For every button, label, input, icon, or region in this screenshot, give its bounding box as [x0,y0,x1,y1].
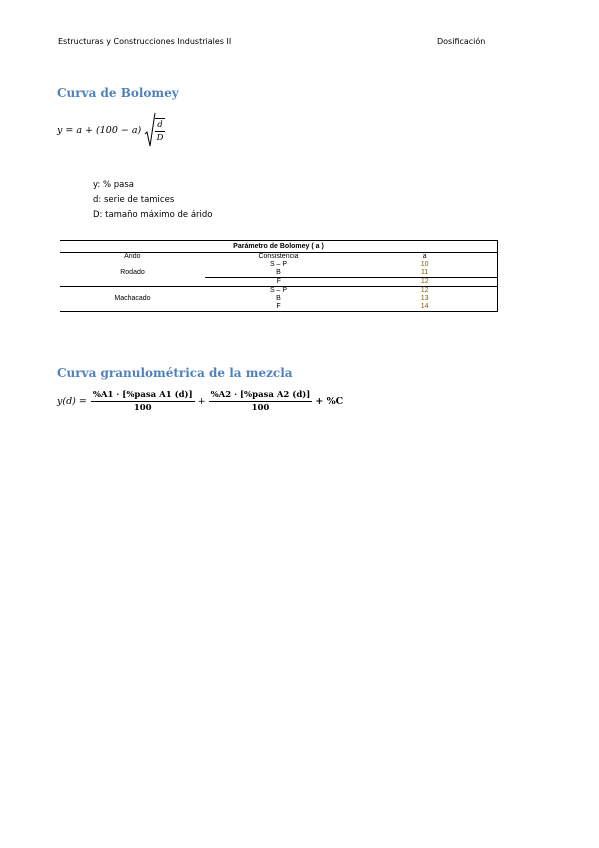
definition-item: D: tamaño máximo de árido [93,210,213,220]
term2-numerator: %A2 · [%pasa A2 (d)] [210,390,311,400]
table-title: Parámetro de Bolomey ( a ) [60,240,498,252]
mezcla-formula [57,390,343,413]
arido-rodado: Rodado [120,269,145,276]
header-right: Dosificación [437,37,486,46]
section-title-mezcla: Curva granulométrica de la mezcla [57,366,293,380]
definition-item: d: serie de tamices [93,195,175,205]
table-row [60,287,497,295]
header-arido: Arido [124,253,141,260]
cell-consistencia: F [276,303,281,310]
cell-a: 13 [420,295,429,302]
cell-a: 14 [420,303,429,310]
section-title-bolomey: Curva de Bolomey [57,86,179,100]
bolomey-formula-lhs: y = a + (100 − a) [57,124,142,136]
term2-fraction [209,390,313,413]
cell-consistencia: B [276,269,281,276]
definition-item: y: % pasa [93,180,134,190]
cell-a: 11 [421,269,429,276]
cell-consistencia: S – P [269,287,288,294]
cell-a: 10 [420,261,429,268]
term1-numerator: %A1 · [%pasa A1 (d)] [92,390,193,400]
mezcla-formula-lhs: y(d) = [57,396,87,407]
term1-fraction [91,390,195,413]
table-row [60,261,497,269]
table-header-row [60,252,498,261]
plus-sign: + [197,396,206,407]
header-a: a [422,253,427,260]
header-consistencia: Consistencia [258,253,299,260]
sqrt-numerator: d [157,119,163,130]
cell-consistencia: S – P [269,261,288,268]
cell-consistencia: B [276,295,281,302]
table-group-machacado [60,286,498,312]
bolomey-parameter-table [60,240,498,312]
term1-denominator: 100 [133,403,152,413]
arido-machacado: Machacado [114,295,151,302]
cell-consistencia: F [276,278,281,285]
header-left: Estructuras y Construcciones Industriales II [58,37,232,46]
sqrt-fraction [155,118,164,143]
table-row [60,303,497,311]
term2-denominator: 100 [251,403,270,413]
table-row [205,277,497,286]
table-group-rodado [60,261,498,286]
cell-a: 12 [420,287,429,294]
cell-a: 12 [420,278,429,285]
definitions-list [93,178,212,223]
bolomey-formula [57,112,165,148]
sqrt-denominator: D [156,132,164,143]
mezcla-formula-tail: + %C [315,396,344,407]
